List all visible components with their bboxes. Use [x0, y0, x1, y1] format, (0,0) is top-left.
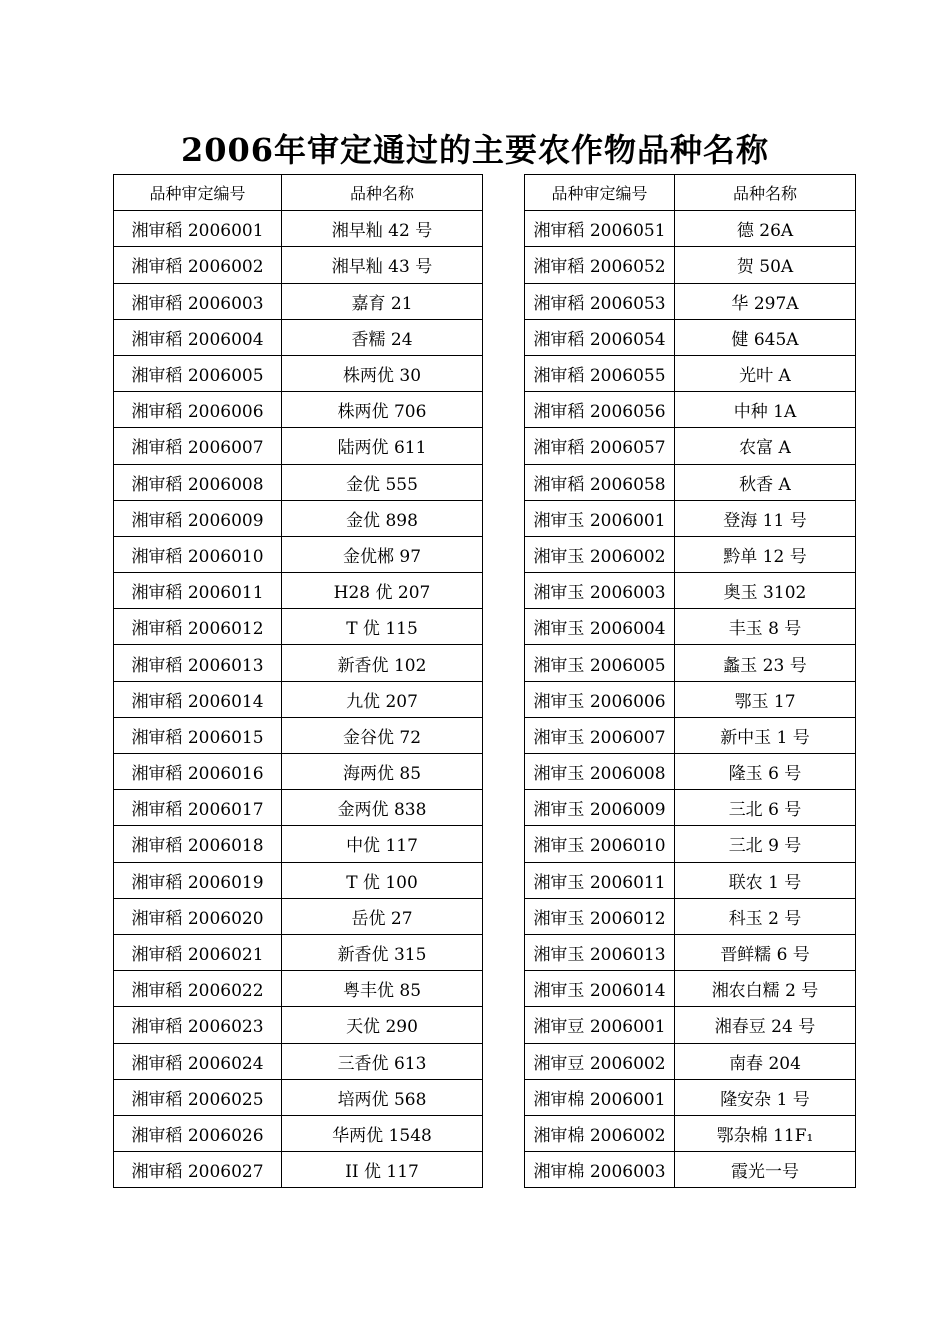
right-code-cell: 湘审玉 2006014 [525, 971, 675, 1007]
left-name-cell: 株两优 30 [282, 355, 483, 391]
left-code-cell: 湘审稻 2006026 [114, 1115, 282, 1151]
right-name-cell: 鄂玉 17 [675, 681, 856, 717]
left-code-cell: 湘审稻 2006019 [114, 862, 282, 898]
right-name-cell: 光叶 A [675, 355, 856, 391]
column-gap [483, 645, 525, 681]
left-name-cell: T 优 100 [282, 862, 483, 898]
table-row [114, 464, 856, 500]
right-code-cell: 湘审稻 2006053 [525, 283, 675, 319]
column-gap [483, 283, 525, 319]
left-name-header: 品种名称 [282, 175, 483, 211]
left-name-cell: 陆两优 611 [282, 428, 483, 464]
left-name-cell: 培两优 568 [282, 1079, 483, 1115]
right-code-cell: 湘审玉 2006010 [525, 826, 675, 862]
column-gap [483, 934, 525, 970]
right-name-cell: 健 645A [675, 319, 856, 355]
table-row [114, 247, 856, 283]
table-row [114, 392, 856, 428]
column-gap [483, 247, 525, 283]
column-gap [483, 609, 525, 645]
right-name-header: 品种名称 [675, 175, 856, 211]
left-code-cell: 湘审稻 2006027 [114, 1152, 282, 1188]
right-name-cell: 贺 50A [675, 247, 856, 283]
column-gap [483, 500, 525, 536]
right-name-cell: 德 26A [675, 211, 856, 247]
left-code-cell: 湘审稻 2006024 [114, 1043, 282, 1079]
right-name-cell: 黔单 12 号 [675, 536, 856, 572]
left-code-cell: 湘审稻 2006011 [114, 573, 282, 609]
table-row [114, 609, 856, 645]
left-code-cell: 湘审稻 2006002 [114, 247, 282, 283]
column-gap [483, 392, 525, 428]
right-code-cell: 湘审玉 2006003 [525, 573, 675, 609]
right-code-cell: 湘审稻 2006051 [525, 211, 675, 247]
left-code-cell: 湘审稻 2006012 [114, 609, 282, 645]
column-gap [483, 826, 525, 862]
left-name-cell: 嘉育 21 [282, 283, 483, 319]
left-name-cell: 金优 555 [282, 464, 483, 500]
column-gap [483, 464, 525, 500]
right-name-cell: 霞光一号 [675, 1152, 856, 1188]
left-code-header: 品种审定编号 [114, 175, 282, 211]
table-row [114, 754, 856, 790]
left-code-cell: 湘审稻 2006005 [114, 355, 282, 391]
table-row [114, 1079, 856, 1115]
table-row [114, 283, 856, 319]
column-gap [483, 1115, 525, 1151]
column-gap [483, 790, 525, 826]
right-name-cell: 新中玉 1 号 [675, 717, 856, 753]
left-name-cell: 九优 207 [282, 681, 483, 717]
right-name-cell: 湘春豆 24 号 [675, 1007, 856, 1043]
left-code-cell: 湘审稻 2006018 [114, 826, 282, 862]
table-row [114, 1043, 856, 1079]
right-code-cell: 湘审玉 2006006 [525, 681, 675, 717]
right-code-cell: 湘审棉 2006002 [525, 1115, 675, 1151]
table-row [114, 1007, 856, 1043]
left-code-cell: 湘审稻 2006004 [114, 319, 282, 355]
right-name-cell: 三北 9 号 [675, 826, 856, 862]
right-name-cell: 登海 11 号 [675, 500, 856, 536]
left-code-cell: 湘审稻 2006020 [114, 898, 282, 934]
table-row [114, 536, 856, 572]
right-name-cell: 科玉 2 号 [675, 898, 856, 934]
left-name-cell: 粤丰优 85 [282, 971, 483, 1007]
right-name-cell: 秋香 A [675, 464, 856, 500]
right-name-cell: 南春 204 [675, 1043, 856, 1079]
column-gap [483, 898, 525, 934]
column-gap [483, 1079, 525, 1115]
right-name-cell: 奥玉 3102 [675, 573, 856, 609]
left-name-cell: 金优 898 [282, 500, 483, 536]
column-gap [483, 1152, 525, 1188]
column-gap [483, 428, 525, 464]
right-code-cell: 湘审玉 2006001 [525, 500, 675, 536]
right-code-cell: 湘审棉 2006003 [525, 1152, 675, 1188]
right-name-cell: 丰玉 8 号 [675, 609, 856, 645]
left-name-cell: 金谷优 72 [282, 717, 483, 753]
right-code-cell: 湘审玉 2006004 [525, 609, 675, 645]
left-code-cell: 湘审稻 2006008 [114, 464, 282, 500]
column-gap [483, 319, 525, 355]
right-code-cell: 湘审玉 2006002 [525, 536, 675, 572]
right-code-cell: 湘审玉 2006009 [525, 790, 675, 826]
left-name-cell: H28 优 207 [282, 573, 483, 609]
left-code-cell: 湘审稻 2006022 [114, 971, 282, 1007]
right-code-cell: 湘审玉 2006008 [525, 754, 675, 790]
table-row [114, 790, 856, 826]
left-code-cell: 湘审稻 2006015 [114, 717, 282, 753]
column-gap [483, 971, 525, 1007]
left-code-cell: 湘审稻 2006010 [114, 536, 282, 572]
left-name-cell: 岳优 27 [282, 898, 483, 934]
column-gap [483, 1007, 525, 1043]
left-code-cell: 湘审稻 2006014 [114, 681, 282, 717]
left-name-cell: 天优 290 [282, 1007, 483, 1043]
right-name-cell: 三北 6 号 [675, 790, 856, 826]
variety-table [113, 174, 856, 1188]
table-row [114, 355, 856, 391]
left-name-cell: 新香优 315 [282, 934, 483, 970]
table-row [114, 645, 856, 681]
right-name-cell: 隆安杂 1 号 [675, 1079, 856, 1115]
column-gap [483, 717, 525, 753]
column-gap [483, 355, 525, 391]
left-name-cell: 株两优 706 [282, 392, 483, 428]
table-row [114, 1115, 856, 1151]
right-code-cell: 湘审稻 2006055 [525, 355, 675, 391]
right-code-cell: 湘审玉 2006007 [525, 717, 675, 753]
left-name-cell: 华两优 1548 [282, 1115, 483, 1151]
left-name-cell: II 优 117 [282, 1152, 483, 1188]
right-name-cell: 中种 1A [675, 392, 856, 428]
right-name-cell: 华 297A [675, 283, 856, 319]
table-row [114, 898, 856, 934]
left-code-cell: 湘审稻 2006001 [114, 211, 282, 247]
column-gap [483, 536, 525, 572]
right-code-cell: 湘审稻 2006052 [525, 247, 675, 283]
right-name-cell: 湘农白糯 2 号 [675, 971, 856, 1007]
right-code-cell: 湘审豆 2006001 [525, 1007, 675, 1043]
left-name-cell: 金两优 838 [282, 790, 483, 826]
left-name-cell: 新香优 102 [282, 645, 483, 681]
left-code-cell: 湘审稻 2006017 [114, 790, 282, 826]
page-title: 2006年审定通过的主要农作物品种名称 [180, 131, 770, 169]
table-row [114, 681, 856, 717]
right-code-cell: 湘审玉 2006012 [525, 898, 675, 934]
right-name-cell: 鄂杂棉 11F₁ [675, 1115, 856, 1151]
right-code-cell: 湘审稻 2006054 [525, 319, 675, 355]
table-row [114, 971, 856, 1007]
left-code-cell: 湘审稻 2006013 [114, 645, 282, 681]
right-name-cell: 隆玉 6 号 [675, 754, 856, 790]
right-code-cell: 湘审玉 2006013 [525, 934, 675, 970]
right-code-cell: 湘审豆 2006002 [525, 1043, 675, 1079]
column-gap [483, 681, 525, 717]
column-gap [483, 573, 525, 609]
right-name-cell: 蠡玉 23 号 [675, 645, 856, 681]
column-gap [483, 754, 525, 790]
left-code-cell: 湘审稻 2006016 [114, 754, 282, 790]
left-name-cell: 三香优 613 [282, 1043, 483, 1079]
right-code-cell: 湘审玉 2006005 [525, 645, 675, 681]
left-name-cell: 香糯 24 [282, 319, 483, 355]
table-row [114, 428, 856, 464]
right-code-cell: 湘审稻 2006058 [525, 464, 675, 500]
left-code-cell: 湘审稻 2006007 [114, 428, 282, 464]
right-name-cell: 农富 A [675, 428, 856, 464]
table-row [114, 573, 856, 609]
right-code-cell: 湘审棉 2006001 [525, 1079, 675, 1115]
right-name-cell: 联农 1 号 [675, 862, 856, 898]
left-name-cell: 中优 117 [282, 826, 483, 862]
left-name-cell: 金优郴 97 [282, 536, 483, 572]
table-header-row [114, 175, 856, 211]
right-code-header: 品种审定编号 [525, 175, 675, 211]
left-code-cell: 湘审稻 2006006 [114, 392, 282, 428]
left-code-cell: 湘审稻 2006009 [114, 500, 282, 536]
left-name-cell: 湘早籼 42 号 [282, 211, 483, 247]
right-code-cell: 湘审稻 2006057 [525, 428, 675, 464]
table-row [114, 717, 856, 753]
table-row [114, 1152, 856, 1188]
right-code-cell: 湘审稻 2006056 [525, 392, 675, 428]
table-row [114, 319, 856, 355]
left-code-cell: 湘审稻 2006021 [114, 934, 282, 970]
table-row [114, 934, 856, 970]
right-name-cell: 晋鲜糯 6 号 [675, 934, 856, 970]
table-row [114, 826, 856, 862]
table-row [114, 500, 856, 536]
right-code-cell: 湘审玉 2006011 [525, 862, 675, 898]
column-gap [483, 862, 525, 898]
left-name-cell: T 优 115 [282, 609, 483, 645]
left-name-cell: 湘早籼 43 号 [282, 247, 483, 283]
column-gap [483, 211, 525, 247]
table-row [114, 862, 856, 898]
column-gap [483, 1043, 525, 1079]
left-name-cell: 海两优 85 [282, 754, 483, 790]
table-row [114, 211, 856, 247]
left-code-cell: 湘审稻 2006003 [114, 283, 282, 319]
left-code-cell: 湘审稻 2006025 [114, 1079, 282, 1115]
column-gap [483, 175, 525, 211]
left-code-cell: 湘审稻 2006023 [114, 1007, 282, 1043]
